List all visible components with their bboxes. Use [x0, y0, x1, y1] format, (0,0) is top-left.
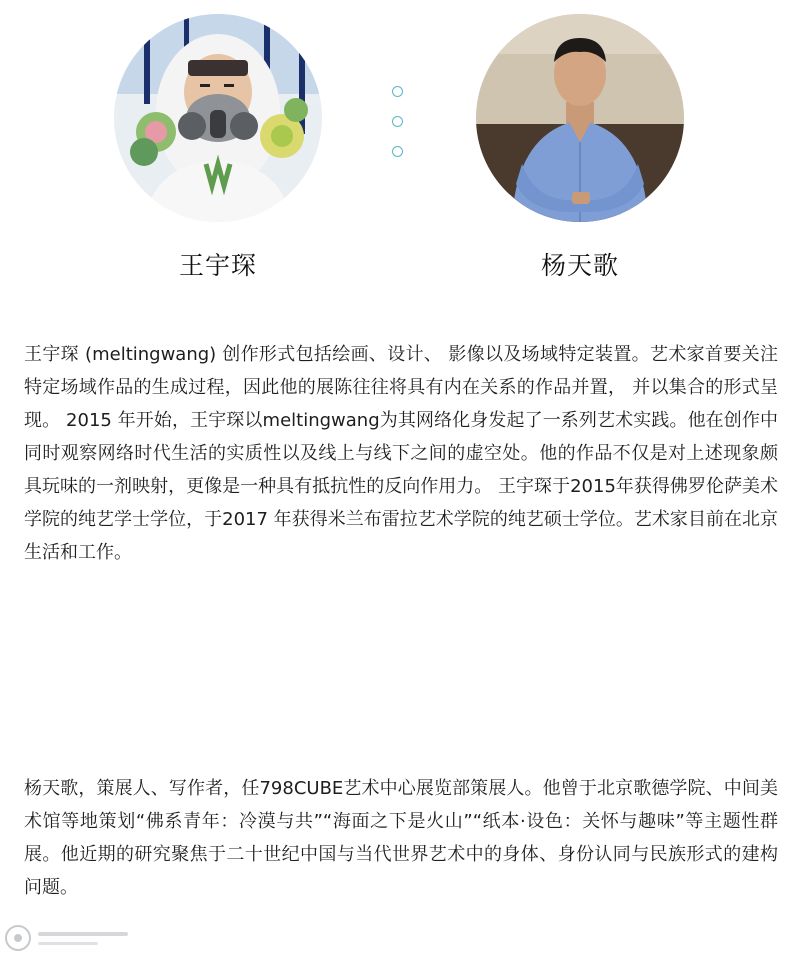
avatar-wang-yuchen [114, 14, 322, 222]
profile-bio-yang: 杨天歌，策展人、写作者，任798CUBE艺术中心展览部策展人。他曾于北京歌德学院、中间美术馆等地策划“佛系青年：冷漠与共”“海面之下是火山”“纸本·设色：关怀与趣味”等主题性群展。他近期的研究聚焦于二十世纪中国与当代世界艺术中的身体、身份认同与民族形式的建构问题。 [24, 778, 778, 898]
dot-icon [392, 116, 403, 127]
profile-name-wang: 王宇琛 [178, 251, 257, 280]
dot-icon [392, 86, 403, 97]
dot-icon [392, 146, 403, 157]
profile-name-yang: 杨天歌 [540, 251, 619, 280]
avatar-yang-tiange [476, 14, 684, 222]
platform-watermark-icon [0, 912, 160, 964]
curator-portrait-icon [476, 14, 684, 222]
vertical-dots-icon [392, 86, 406, 176]
artist-portrait-icon [114, 14, 322, 222]
profile-bio-wang: 王宇琛 (meltingwang) 创作形式包括绘画、设计、 影像以及场域特定装置。艺术家首要关注特定场域作品的生成过程，因此他的展陈往往将具有内在关系的作品并置， 并以集合的形式呈现。 2015 年开始，王宇琛以meltingwang为其网络化身发起了一系列艺术实践。他在创作中同时观察网络时代生活的实质性以及线上与线下之间的虚空处。他的作品不仅是对上述现象颇具玩味的一剂映射，更像是一种具有抵抗性的反向作用力。 王宇琛于2015年获得佛罗伦萨美术学院的纯艺学士学位，于2017 年获得米兰布雷拉艺术学院的纯艺硕士学位。艺术家目前在北京生活和工作。 [24, 344, 778, 563]
